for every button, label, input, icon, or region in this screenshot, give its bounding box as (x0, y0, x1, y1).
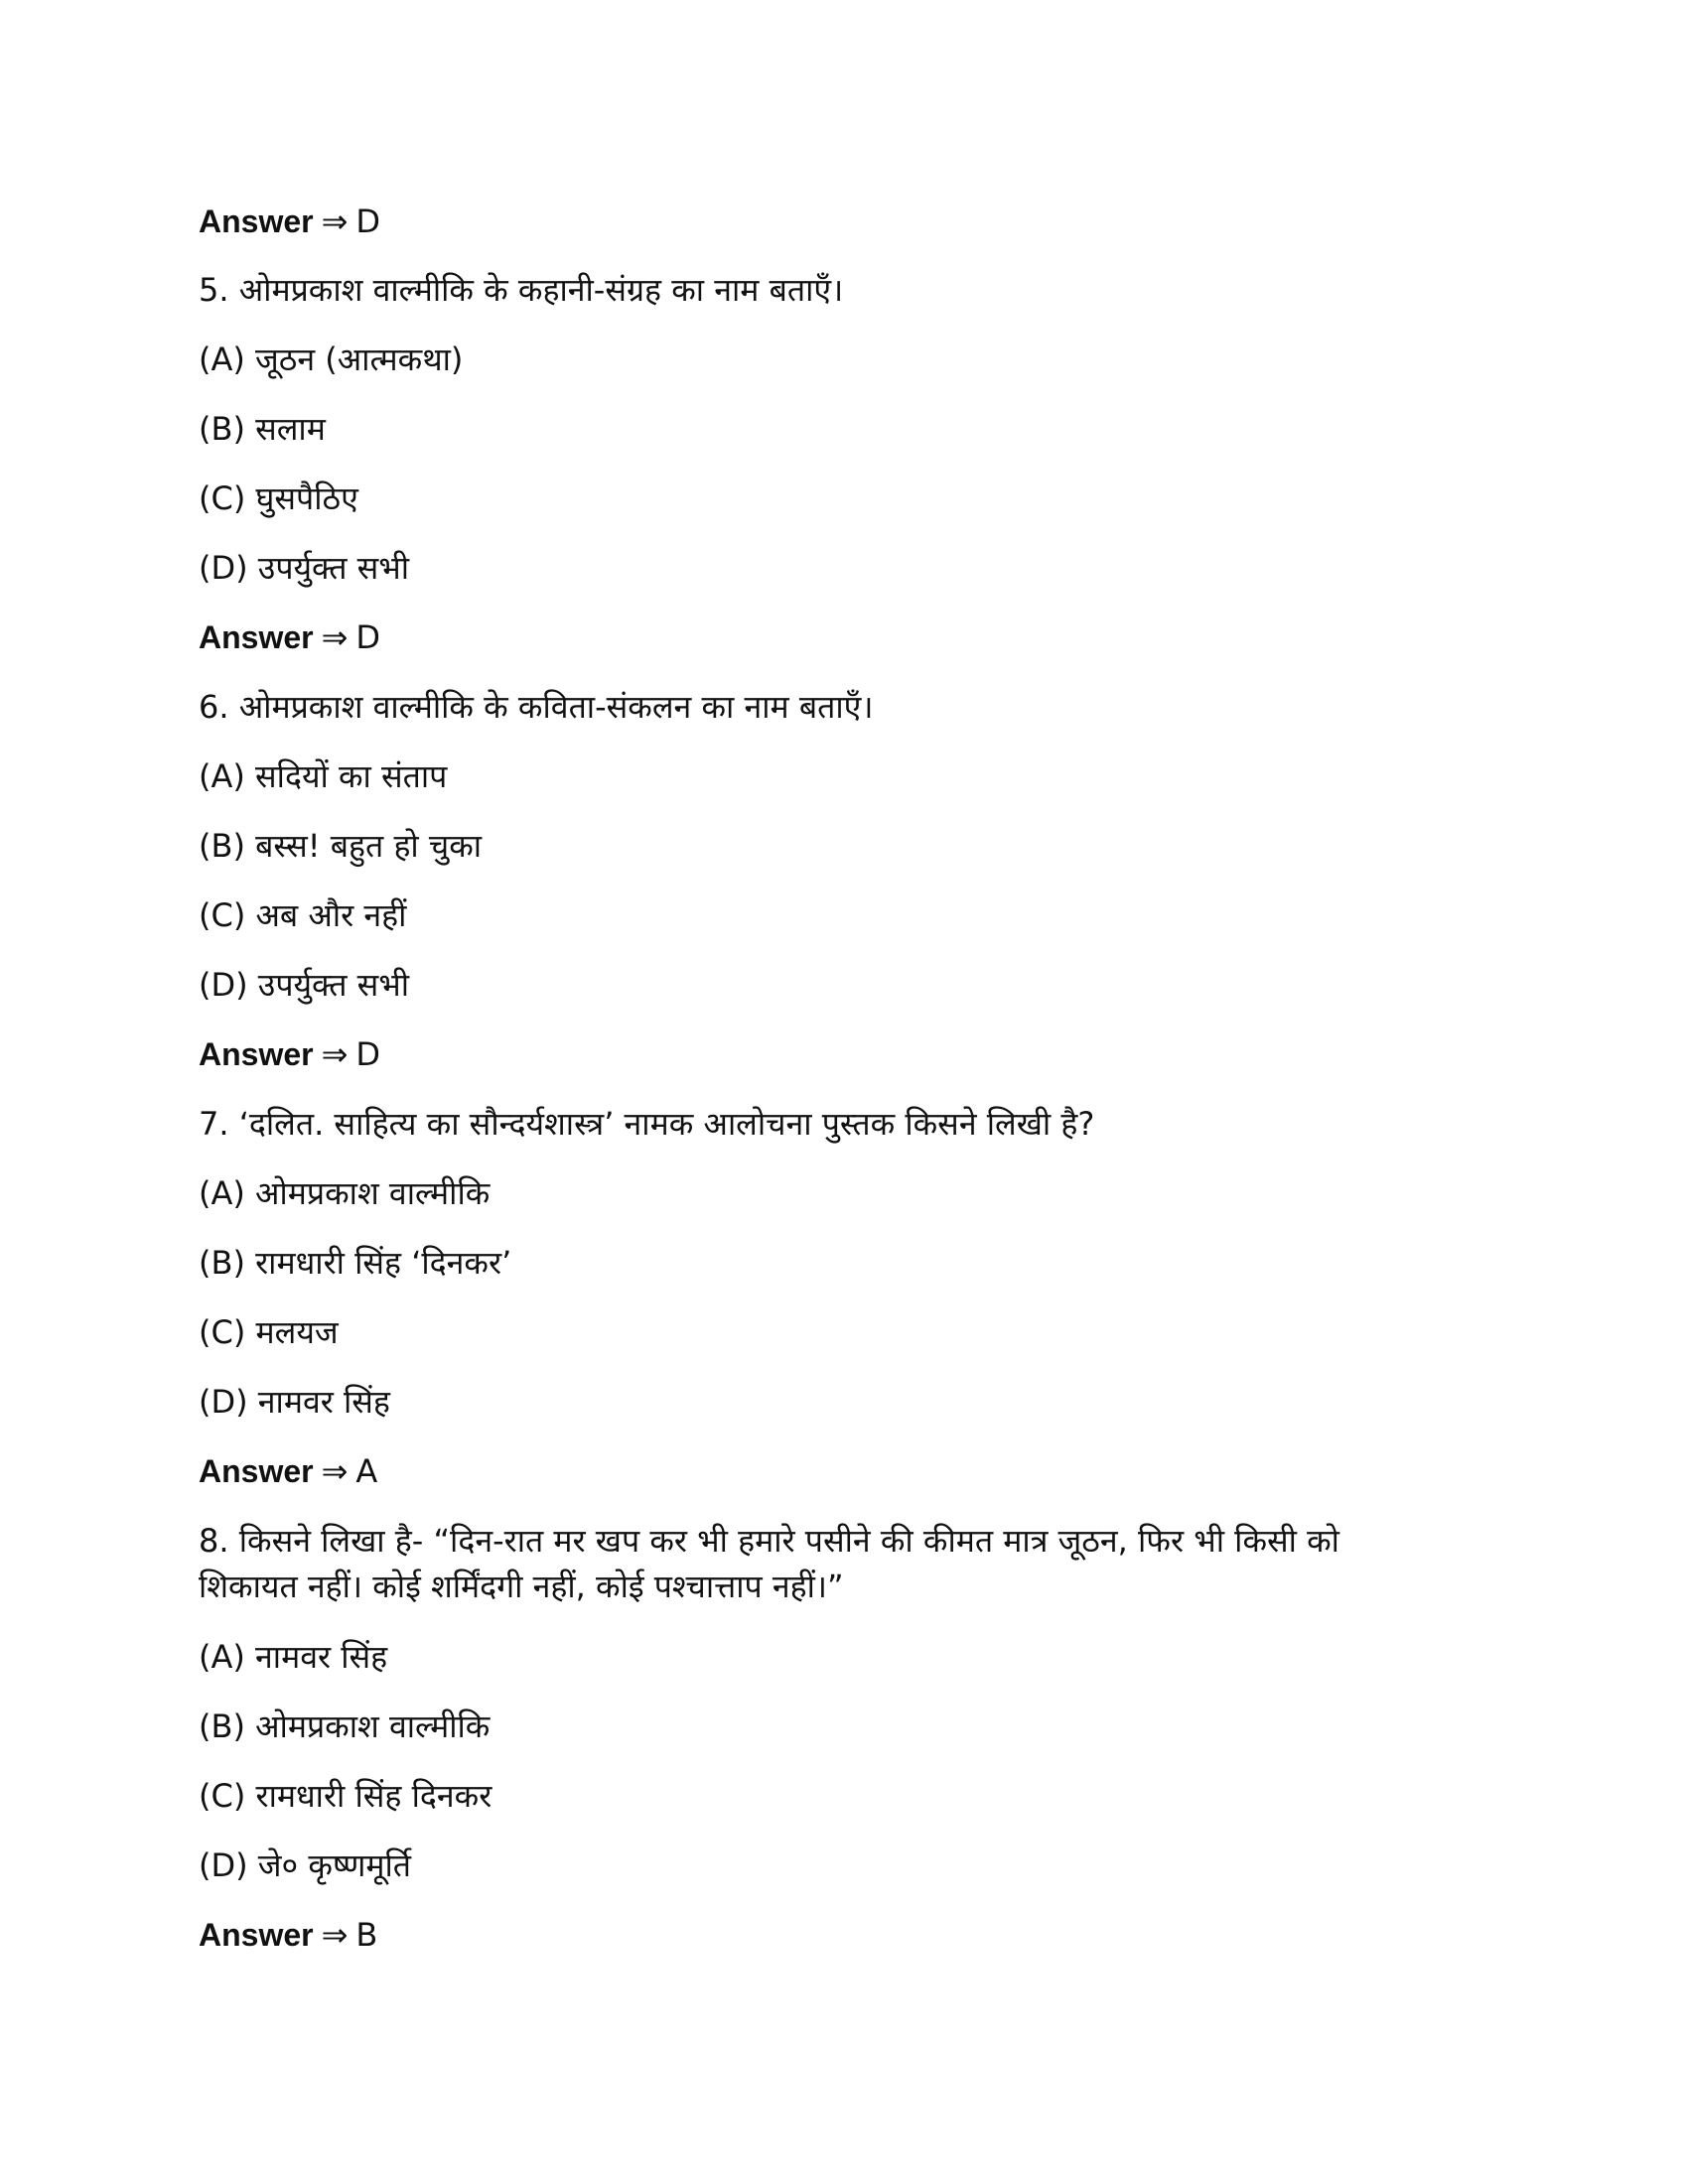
arrow-icon: ⇒ (321, 1916, 349, 1954)
q8-option-b: (B) ओमप्रकाश वाल्मीकि (199, 1707, 491, 1745)
q8-option-a: (A) नामवर सिंह (199, 1638, 388, 1676)
arrow-icon: ⇒ (321, 1452, 349, 1490)
answer-line-q8 (199, 1912, 377, 1958)
answer-value: D (355, 203, 381, 240)
q5-option-a: (A) जूठन (आत्मकथा) (199, 341, 464, 378)
q7-option-a: (A) ओमप्रकाश वाल्मीकि (199, 1174, 491, 1212)
answer-label: Answer (199, 1917, 314, 1953)
q6-option-b: (B) बस्स! बहुत हो चुका (199, 827, 483, 865)
question-7: 7. ‘दलित. साहित्य का सौन्दर्यशास्त्र’ नामक आलोचना पुस्तक किसने लिखी है? (199, 1105, 1095, 1143)
answer-label: Answer (199, 1036, 314, 1072)
arrow-icon: ⇒ (321, 203, 349, 240)
q7-option-c: (C) मलयज (199, 1313, 339, 1351)
question-5: 5. ओमप्रकाश वाल्मीकि के कहानी-संग्रह का नाम बताएँ। (199, 271, 844, 309)
question-8-line-2: शिकायत नहीं। कोई शर्मिंदगी नहीं, कोई पश्चात्ताप नहीं।” (199, 1568, 844, 1605)
q5-option-b: (B) सलाम (199, 410, 326, 448)
answer-value: D (355, 618, 381, 656)
answer-line-q5 (199, 614, 380, 660)
answer-label: Answer (199, 1453, 314, 1489)
q7-option-b: (B) रामधारी सिंह ‘दिनकर’ (199, 1244, 512, 1282)
q6-option-a: (A) सदियों का संताप (199, 757, 448, 795)
question-6: 6. ओमप्रकाश वाल्मीकि के कविता-संकलन का नाम बताएँ। (199, 688, 874, 726)
q5-option-c: (C) घुसपैठिए (199, 479, 358, 517)
q7-option-d: (D) नामवर सिंह (199, 1383, 390, 1421)
answer-value: D (355, 1035, 381, 1073)
answer-value: B (355, 1916, 378, 1954)
arrow-icon: ⇒ (321, 618, 349, 656)
q8-option-d: (D) जे० कृष्णमूर्ति (199, 1846, 412, 1884)
answer-label: Answer (199, 204, 314, 239)
answer-line-q6 (199, 1031, 380, 1077)
q6-option-c: (C) अब और नहीं (199, 896, 407, 934)
q6-option-d: (D) उपर्युक्त सभी (199, 966, 410, 1004)
answer-value: A (355, 1452, 378, 1490)
arrow-icon: ⇒ (321, 1035, 349, 1073)
q5-option-d: (D) उपर्युक्त सभी (199, 549, 410, 587)
answer-label: Answer (199, 619, 314, 655)
answer-line-q7 (199, 1448, 377, 1494)
answer-line-q4 (199, 199, 380, 244)
question-8-line-1: 8. किसने लिखा है- “दिन-रात मर खप कर भी हमारे पसीने की कीमत मात्र जूठन, फिर भी किसी को (199, 1522, 1339, 1560)
q8-option-c: (C) रामधारी सिंह दिनकर (199, 1777, 492, 1815)
